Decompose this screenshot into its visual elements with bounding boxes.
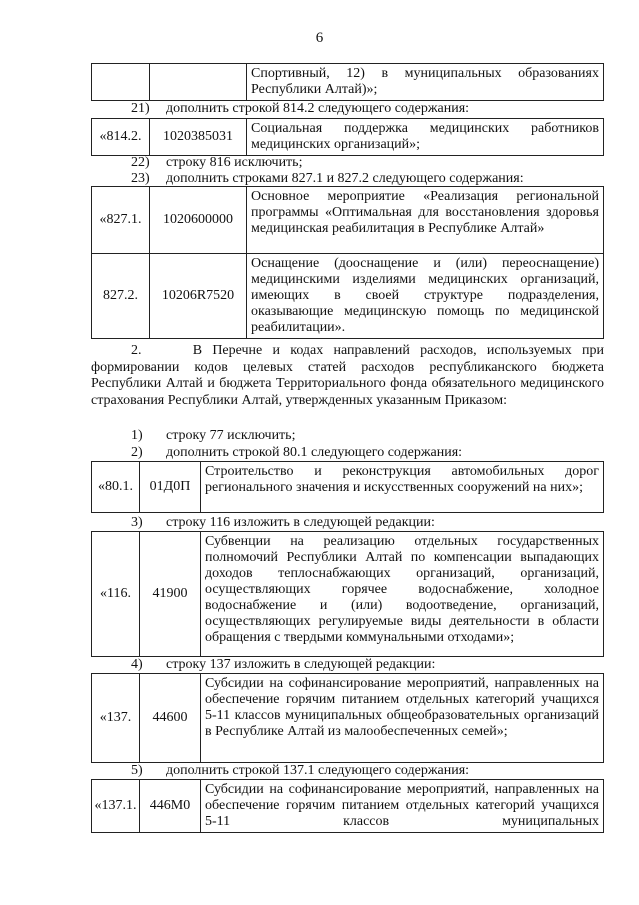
code-cell: «827.1. xyxy=(92,187,150,254)
table-116 xyxy=(91,531,604,657)
description-cell: Субсидии на софинансирование мероприятий, направленных на обеспечение горячим питанием отдельных категорий учащихся 5-11 классов муниципальных xyxy=(201,780,604,833)
table-row xyxy=(92,119,604,156)
description-cell: Основное мероприятие «Реализация региональной программы «Оптимальная для восстановления здоровья медицинская реабилитация в Республике Алтай» xyxy=(247,187,604,254)
table-row xyxy=(92,254,604,339)
kbk-cell: 1020385031 xyxy=(150,119,247,156)
description-cell: Оснащение (дооснащение и (или) переоснащение) медицинскими изделиями медицинских организаций, имеющих в своей структуре подразделения, оказывающие медицинскую помощь по медицинской реабилитации». xyxy=(247,254,604,339)
kbk-cell xyxy=(150,64,247,101)
table-137-1 xyxy=(91,779,604,833)
paragraph-2: 2. В Перечне и кодах направлений расходов, используемых при формировании кодов целевых статей расходов республиканского бюджета Республики Алтай и бюджета Территориального фонда обязательного медицинского страхования Республики Алтай, утвержденных указанным Приказом: xyxy=(91,343,605,408)
table-continuation xyxy=(91,63,604,101)
code-cell: «137. xyxy=(92,674,140,763)
description-cell: Субсидии на софинансирование мероприятий, направленных на обеспечение горячим питанием отдельных категорий учащихся 5-11 классов муниципальных общеобразовательных организаций в Республике Алтай из малообеспеченных семей»; xyxy=(201,674,604,763)
table-row xyxy=(92,64,604,101)
description-cell: Спортивный, 12) в муниципальных образованиях Республики Алтай)»; xyxy=(247,64,604,101)
code-cell: «116. xyxy=(92,532,140,657)
kbk-cell: 41900 xyxy=(140,532,201,657)
description-cell: Субвенции на реализацию отдельных государственных полномочий Республики Алтай по компенсации выпадающих доходов теплоснабжающих организаций, организаций, осуществляющих горячее водоснабжение, холодное водоснабжение и (или) водоотведение, организаций, осуществляющих регулируемые виды деятельности в области обращения с твердыми коммунальными отходами»; xyxy=(201,532,604,657)
table-827 xyxy=(91,186,604,339)
kbk-cell: 446М0 xyxy=(140,780,201,833)
kbk-cell: 44600 xyxy=(140,674,201,763)
description-cell: Строительство и реконструкция автомобильных дорог регионального значения и искусственных сооружений на них»; xyxy=(201,462,604,513)
kbk-cell: 1020600000 xyxy=(150,187,247,254)
kbk-cell: 10206R7520 xyxy=(150,254,247,339)
kbk-cell: 01Д0П xyxy=(140,462,201,513)
description-cell: Социальная поддержка медицинских работников медицинских организаций»; xyxy=(247,119,604,156)
table-137 xyxy=(91,673,604,763)
page-number: 6 xyxy=(315,30,324,46)
code-cell xyxy=(92,64,150,101)
table-814-2 xyxy=(91,118,604,156)
table-row xyxy=(92,674,604,763)
code-cell: «137.1. xyxy=(92,780,140,833)
table-row xyxy=(92,532,604,657)
table-row xyxy=(92,462,604,513)
code-cell: 827.2. xyxy=(92,254,150,339)
code-cell: «80.1. xyxy=(92,462,140,513)
code-cell: «814.2. xyxy=(92,119,150,156)
table-row xyxy=(92,187,604,254)
table-80-1 xyxy=(91,461,604,513)
table-row xyxy=(92,780,604,833)
